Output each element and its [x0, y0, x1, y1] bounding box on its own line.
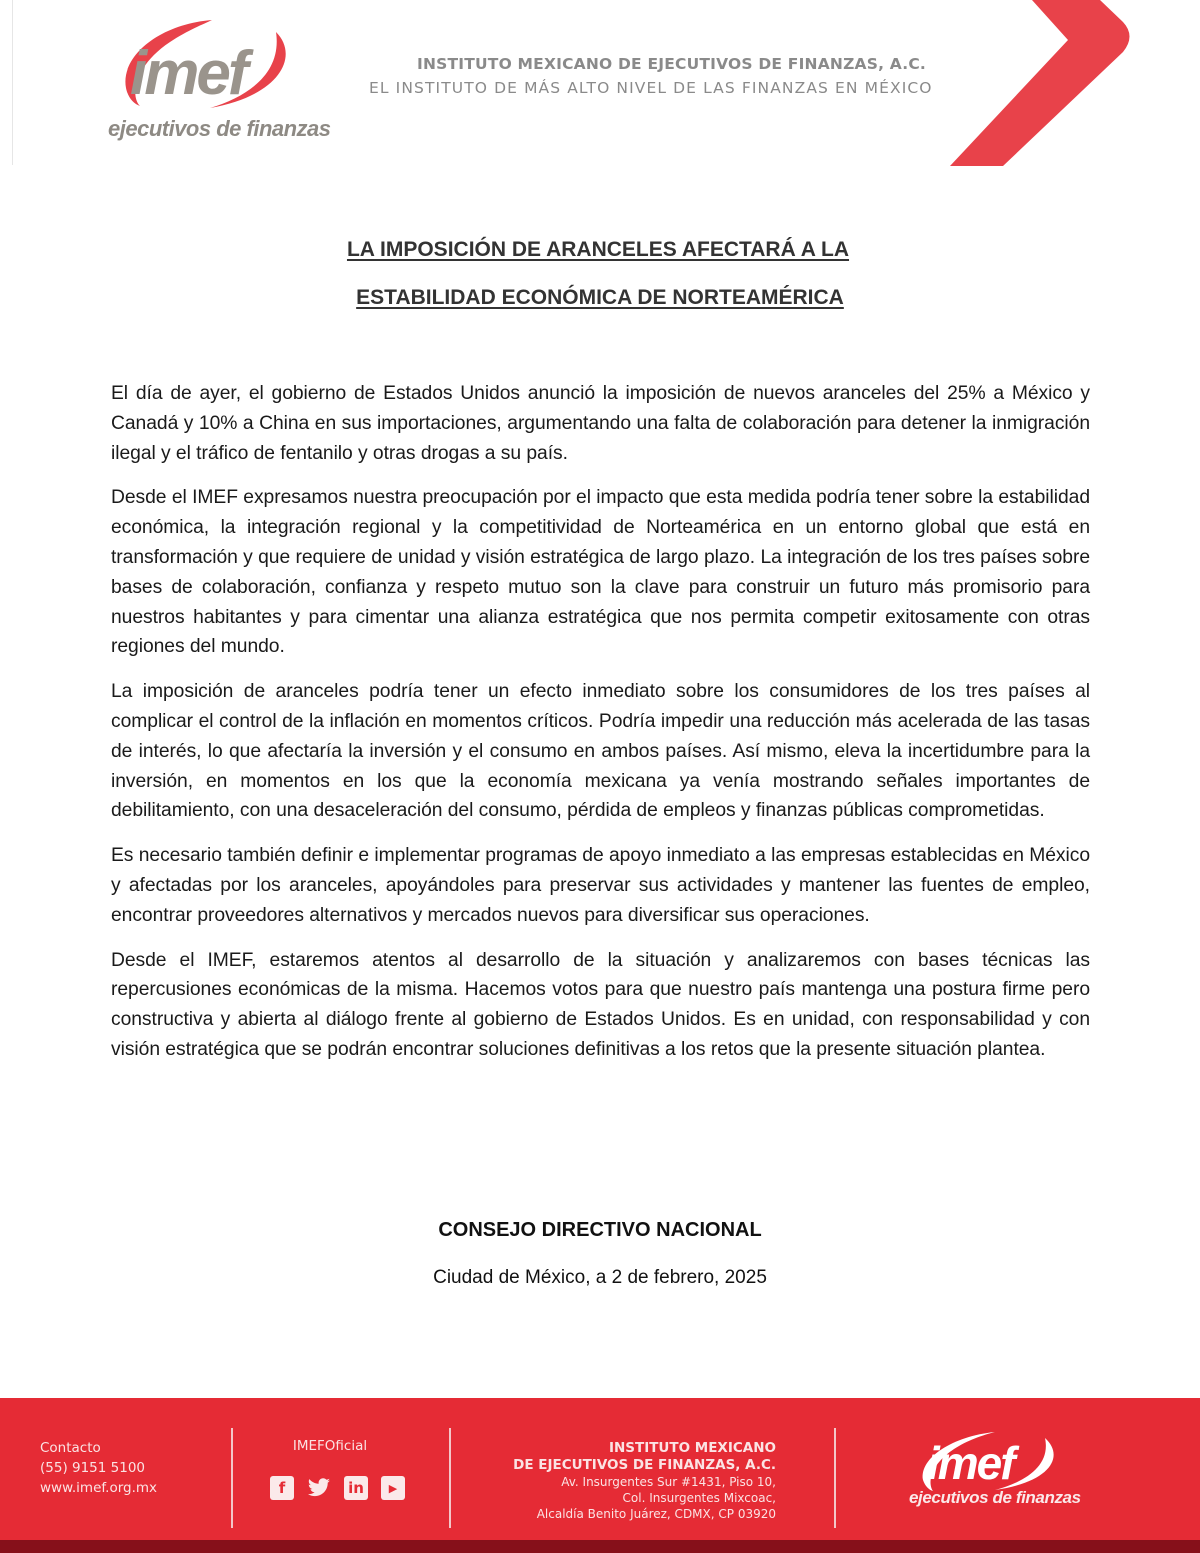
document-body — [111, 379, 1090, 1080]
institution-slogan: EL INSTITUTO DE MÁS ALTO NIVEL DE LAS FINANZAS EN MÉXICO — [369, 79, 933, 97]
footer-divider — [231, 1428, 233, 1528]
address-line-2: Col. Insurgentes Mixcoac, — [622, 1491, 776, 1505]
logo-tagline: ejecutivos de finanzas — [108, 116, 331, 141]
footer-bottom-strip — [0, 1540, 1200, 1553]
social-icons — [270, 1476, 405, 1500]
date-line: Ciudad de México, a 2 de febrero, 2025 — [433, 1267, 767, 1288]
facebook-icon[interactable]: f — [270, 1476, 294, 1500]
paragraph: Es necesario también definir e implementar programas de apoyo inmediato a las empresas establecidas en México y afectadas por los aranceles, apoyándoles para preservar sus actividades y mantener las fuentes de empleo, encontrar proveedores alternativos y mercados nuevos para diversificar sus operaciones. — [111, 845, 1090, 926]
document-title-line-1: LA IMPOSICIÓN DE ARANCELES AFECTARÁ A LA — [346, 238, 850, 261]
footer-logo-word: imef — [927, 1437, 1014, 1489]
footer-imef-logo — [905, 1426, 1095, 1516]
address-name-line-2: DE EJECUTIVOS DE FINANZAS, A.C. — [513, 1457, 776, 1473]
paragraph: El día de ayer, el gobierno de Estados Unidos anunció la imposición de nuevos aranceles del 25% a México y Canadá y 10% a China en sus importaciones, argumentando una falta de colaboración para detener la inmigración ilegal y el tráfico de fentanilo y otras drogas a su país. — [111, 383, 1090, 464]
address-line-1: Av. Insurgentes Sur #1431, Piso 10, — [561, 1475, 776, 1489]
paragraph: Desde el IMEF expresamos nuestra preocupación por el impacto que esta medida podría tener sobre la estabilidad económica, la integración regional y la competitividad de Norteamérica en un entorno global que está en transformación y que requiere de unidad y visión estratégica de largo plazo. La integración de los tres países sobre bases de colaboración, confianza y respeto mutuo son la clave para construir un futuro más promisorio para nuestros habitantes y para cimentar una alianza estratégica que nos permita competir exitosamente con otras regiones del mundo. — [111, 487, 1090, 658]
imef-logo — [100, 16, 331, 146]
footer-address — [513, 1440, 776, 1522]
youtube-icon[interactable]: ▶ — [381, 1476, 405, 1500]
footer — [0, 1398, 1200, 1540]
page-edge-line — [12, 0, 13, 165]
social-handle: IMEFOficial — [292, 1438, 368, 1454]
chevron-decoration-icon — [940, 0, 1140, 170]
footer-logo-tagline: ejecutivos de finanzas — [909, 1488, 1081, 1507]
address-line-3: Alcaldía Benito Juárez, CDMX, CP 03920 — [536, 1507, 776, 1521]
address-name-line-1: INSTITUTO MEXICANO — [608, 1440, 776, 1456]
logo-word: imef — [130, 39, 246, 108]
document-title-line-2: ESTABILIDAD ECONÓMICA DE NORTEAMÉRICA — [356, 286, 844, 309]
contact-website-link[interactable]: www.imef.org.mx — [40, 1480, 158, 1496]
footer-contact — [40, 1438, 157, 1498]
contact-label: Contacto — [40, 1440, 101, 1456]
header-institution — [369, 55, 933, 97]
paragraph: Desde el IMEF, estaremos atentos al desarrollo de la situación y analizaremos con bases técnicas las repercusiones económicas de la misma. Hacemos votos para que nuestro país mantenga una postura firme pero constructiva y abierta al diálogo frente al gobierno de Estados Unidos. Es en unidad, con responsabilidad y con visión estratégica que se podrán encontrar soluciones definitivas a los retos que la presente situación plantea. — [111, 949, 1090, 1060]
paragraph: La imposición de aranceles podría tener un efecto inmediato sobre los consumidores de los tres países al complicar el control de la inflación en momentos críticos. Podría impedir una reducción más acelerada de las tasas de interés, lo que afectaría la inversión y el consumo en ambos países. Así mismo, eleva la incertidumbre para la inversión, en momentos en los que la economía mexicana ya venía mostrando señales importantes de debilitamiento, con una desaceleración del consumo, pérdida de empleos y finanzas públicas comprometidas. — [111, 681, 1090, 822]
footer-divider — [834, 1428, 836, 1528]
twitter-icon[interactable] — [307, 1476, 331, 1500]
footer-divider — [449, 1428, 451, 1528]
institution-name: INSTITUTO MEXICANO DE EJECUTIVOS DE FINANZAS, A.C. — [417, 55, 927, 73]
contact-phone[interactable]: (55) 9151 5100 — [40, 1460, 146, 1476]
linkedin-icon[interactable]: in — [344, 1476, 368, 1500]
signature: CONSEJO DIRECTIVO NACIONAL — [438, 1219, 762, 1241]
